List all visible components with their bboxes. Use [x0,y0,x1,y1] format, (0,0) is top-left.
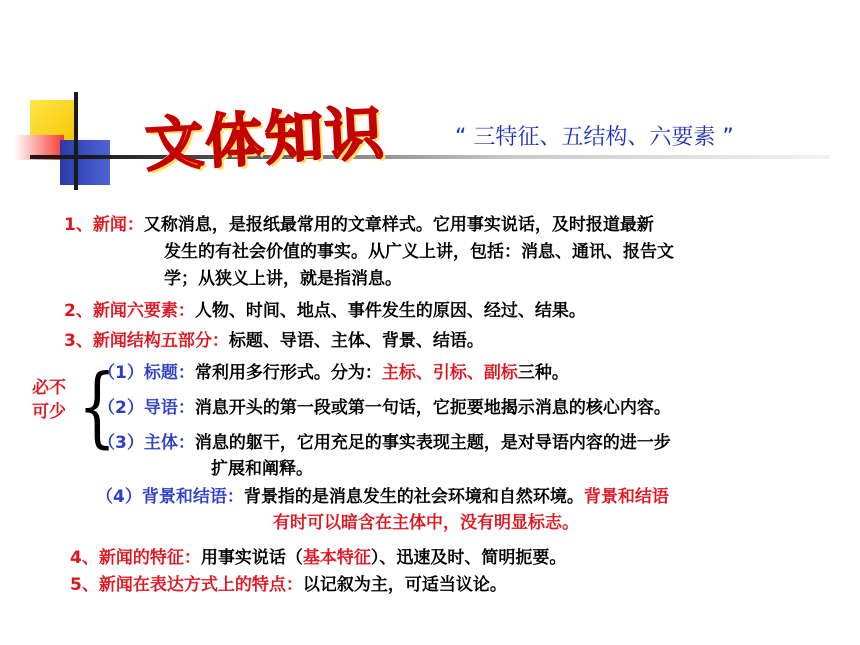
item-5 [70,570,507,595]
side-label-line-2: 可少 [32,402,66,422]
item-4-text-1: 用事实说话（ [200,548,303,568]
sub-item-4-text: 背景指的是消息发生的社会环境和自然环境。 [243,487,584,507]
item-3-text: 标题、导语、主体、背景、结语。 [228,331,484,351]
item-1-line-2: 发生的有社会价值的事实。从广义上讲，包括：消息、通讯、报告文 [164,242,674,262]
decor-vertical-line [74,92,78,190]
side-label-line-1: 必不 [32,378,66,398]
sub-item-3-text-1: 消息的躯干，它用充足的事实表现主题，是对导语内容的进一步 [194,433,671,453]
item-2 [64,296,586,321]
page-title: 文体知识 [143,98,387,180]
sub-item-2 [98,393,671,418]
item-4-text-2: ）、迅速及时、简明扼要。 [370,548,567,568]
sub-item-1-label: （1）标题： [98,363,195,383]
item-4-highlight: 基本特征 [302,548,371,568]
item-1-text-1: 又称消息，是报纸最常用的文章样式。它用事实说话，及时报道最新 [143,215,654,235]
item-3 [64,326,484,351]
item-2-text: 人物、时间、地点、事件发生的原因、经过、结果。 [194,301,586,321]
item-4-label: 4、新闻的特征： [70,548,201,568]
item-1-label: 1、新闻： [64,215,144,235]
item-1-line-3: 学；从狭义上讲，就是指消息。 [164,269,402,289]
item-5-text: 以记叙为主，可适当议论。 [302,575,507,595]
sub-item-1-highlight: 主标、引标、副标 [381,363,518,383]
decor-blue-square [60,140,110,185]
sub-item-1-text-1: 常利用多行形式。分为： [194,363,382,383]
item-4 [70,543,566,568]
sub-item-4-highlight-2: 有时可以暗含在主体中，没有明显标志。 [273,513,579,533]
sub-item-1 [98,358,569,383]
item-5-label: 5、新闻在表达方式上的特点： [70,575,303,595]
item-2-label: 2、新闻六要素： [64,301,195,321]
side-label [32,376,66,424]
sub-item-4-highlight-1: 背景和结语 [583,487,669,507]
page-subtitle: “ 三特征、五结构、六要素 ” [455,125,734,150]
sub-item-1-text-2: 三种。 [517,363,569,383]
sub-item-3 [98,428,671,453]
item-1-line-1 [64,210,654,235]
sub-item-3-line-2: 扩展和阐释。 [211,459,313,479]
sub-item-3-label: （3）主体： [98,433,195,453]
sub-item-4-label: （4）背景和结语： [96,487,244,507]
item-3-label: 3、新闻结构五部分： [64,331,229,351]
brace-symbol: { [78,356,117,459]
sub-item-2-label: （2）导语： [98,398,195,418]
sub-item-2-text: 消息开头的第一段或第一句话，它扼要地揭示消息的核心内容。 [194,398,671,418]
sub-item-4 [96,482,669,507]
